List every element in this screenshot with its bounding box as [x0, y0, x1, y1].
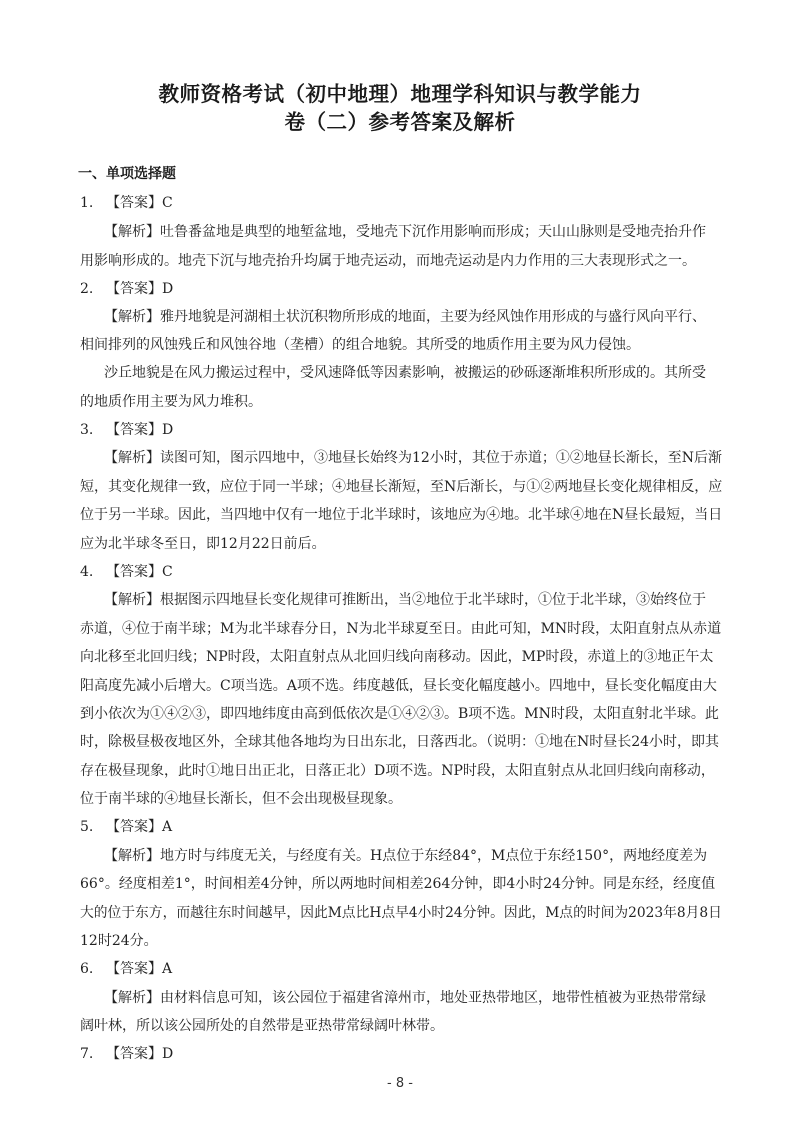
- answer-4: [80, 561, 173, 581]
- explanation-line: 【解析】雅丹地貌是河湖相土状沉积物所形成的地面，主要为经风蚀作用形成的与盛行风向平行、: [104, 309, 706, 325]
- page-title-line1: 教师资格考试（初中地理）地理学科知识与教学能力: [158, 82, 642, 106]
- answer-label: 【答案】D: [106, 281, 174, 297]
- answer-label: 【答案】C: [106, 195, 173, 211]
- explanation-line: 阳高度先减小后增大。C项当选。A项不选。纬度越低，昼长变化幅度越小。四地中，昼长变化幅度由大: [80, 678, 717, 694]
- answer-6: [80, 958, 172, 978]
- answer-1: [80, 192, 173, 212]
- answer-label: 【答案】A: [106, 819, 173, 835]
- answer-7: [80, 1043, 173, 1063]
- explanation-line: 用影响形成的。地壳下沉与地壳抬升均属于地壳运动，而地壳运动是内力作用的三大表现形式之一。: [80, 253, 696, 269]
- explanation-line: 位于另一半球。因此，当四地中仅有一地位于北半球时，该地应为④地。北半球④地在N昼长最短，当日: [80, 507, 723, 523]
- explanation-line: 存在极昼现象，此时①地日出正北，日落正北）D项不选。NP时段，太阳直射点从北回归线向南移动，: [80, 763, 715, 779]
- explanation-line: 66°。经度相差1°，时间相差4分钟，所以两地时间相差264分钟，即4小时24分钟。同是东经，经度值: [80, 876, 716, 892]
- explanation-line: 【解析】地方时与纬度无关，与经度有关。H点位于东经84°，M点位于东经150°，两地经度差为: [104, 848, 708, 864]
- question-number: 5.: [80, 819, 94, 835]
- question-number: 4.: [80, 564, 94, 580]
- explanation-line: 【解析】根据图示四地昼长变化规律可推断出，当②地位于北半球时，①位于北半球，③始终位于: [104, 592, 706, 608]
- page-number: - 8 -: [387, 1076, 413, 1091]
- explanation-line: 向北移至北回归线；NP时段，太阳直射点从北回归线向南移动。因此，MP时段，赤道上的③地正午太: [80, 649, 714, 665]
- answer-5: [80, 816, 172, 836]
- answer-label: 【答案】D: [106, 1046, 174, 1062]
- explanation-line: 相间排列的风蚀残丘和风蚀谷地（垄槽）的组合地貌。其所受的地质作用主要为风力侵蚀。: [80, 337, 640, 353]
- answer-2: [80, 278, 173, 298]
- explanation-line: 应为北半球冬至日，即12月22日前后。: [80, 536, 326, 552]
- page-title-line2: 卷（二）参考答案及解析: [284, 110, 516, 134]
- explanation-line: 的地质作用主要为风力堆积。: [80, 394, 262, 410]
- answer-label: 【答案】C: [106, 564, 173, 580]
- answer-3: [80, 419, 173, 439]
- explanation-line: 位于南半球的④地昼长渐长，但不会出现极昼现象。: [80, 791, 402, 807]
- question-number: 6.: [80, 961, 94, 977]
- explanation-line: 赤道，④位于南半球；M为北半球春分日，N为北半球夏至日。由此可知，MN时段，太阳直射点从赤道: [80, 621, 722, 637]
- answer-label: 【答案】D: [106, 422, 174, 438]
- explanation-line: 时，除极昼极夜地区外，全球其他各地均为日出东北，日落西北。（说明：①地在N时昼长24小时，即其: [80, 734, 720, 750]
- section-heading: 一、单项选择题: [78, 166, 176, 182]
- question-number: 7.: [80, 1046, 94, 1062]
- explanation-line: 到小依次为①④②③，即四地纬度由高到低依次是①④②③。B项不选。MN时段，太阳直射北半球。此: [80, 706, 719, 722]
- question-number: 1.: [80, 195, 94, 211]
- explanation-line: 【解析】由材料信息可知，该公园位于福建省漳州市，地处亚热带地区，地带性植被为亚热带常绿: [104, 990, 706, 1006]
- explanation-line: 沙丘地貌是在风力搬运过程中，受风速降低等因素影响，被搬运的砂砾逐渐堆积所形成的。其所受: [104, 365, 706, 381]
- explanation-line: 【解析】读图可知，图示四地中，③地昼长始终为12小时，其位于赤道；①②地昼长渐长，至N后渐: [104, 450, 723, 466]
- question-number: 3.: [80, 422, 94, 438]
- answer-label: 【答案】A: [106, 961, 173, 977]
- question-number: 2.: [80, 281, 94, 297]
- explanation-line: 阔叶林，所以该公园所处的自然带是亚热带常绿阔叶林带。: [80, 1018, 444, 1034]
- explanation-line: 【解析】吐鲁番盆地是典型的地堑盆地，受地壳下沉作用影响而形成；天山山脉则是受地壳抬升作: [104, 224, 706, 240]
- explanation-line: 大的位于东方，而越往东时间越早，因此M点比H点早4小时24分钟。因此，M点的时间为2023年8月8日: [80, 905, 722, 921]
- explanation-line: 短，其变化规律一致，应位于同一半球；④地昼长渐短，至N后渐长，与①②两地昼长变化规律相反，应: [80, 479, 723, 495]
- explanation-line: 12时24分。: [80, 933, 158, 949]
